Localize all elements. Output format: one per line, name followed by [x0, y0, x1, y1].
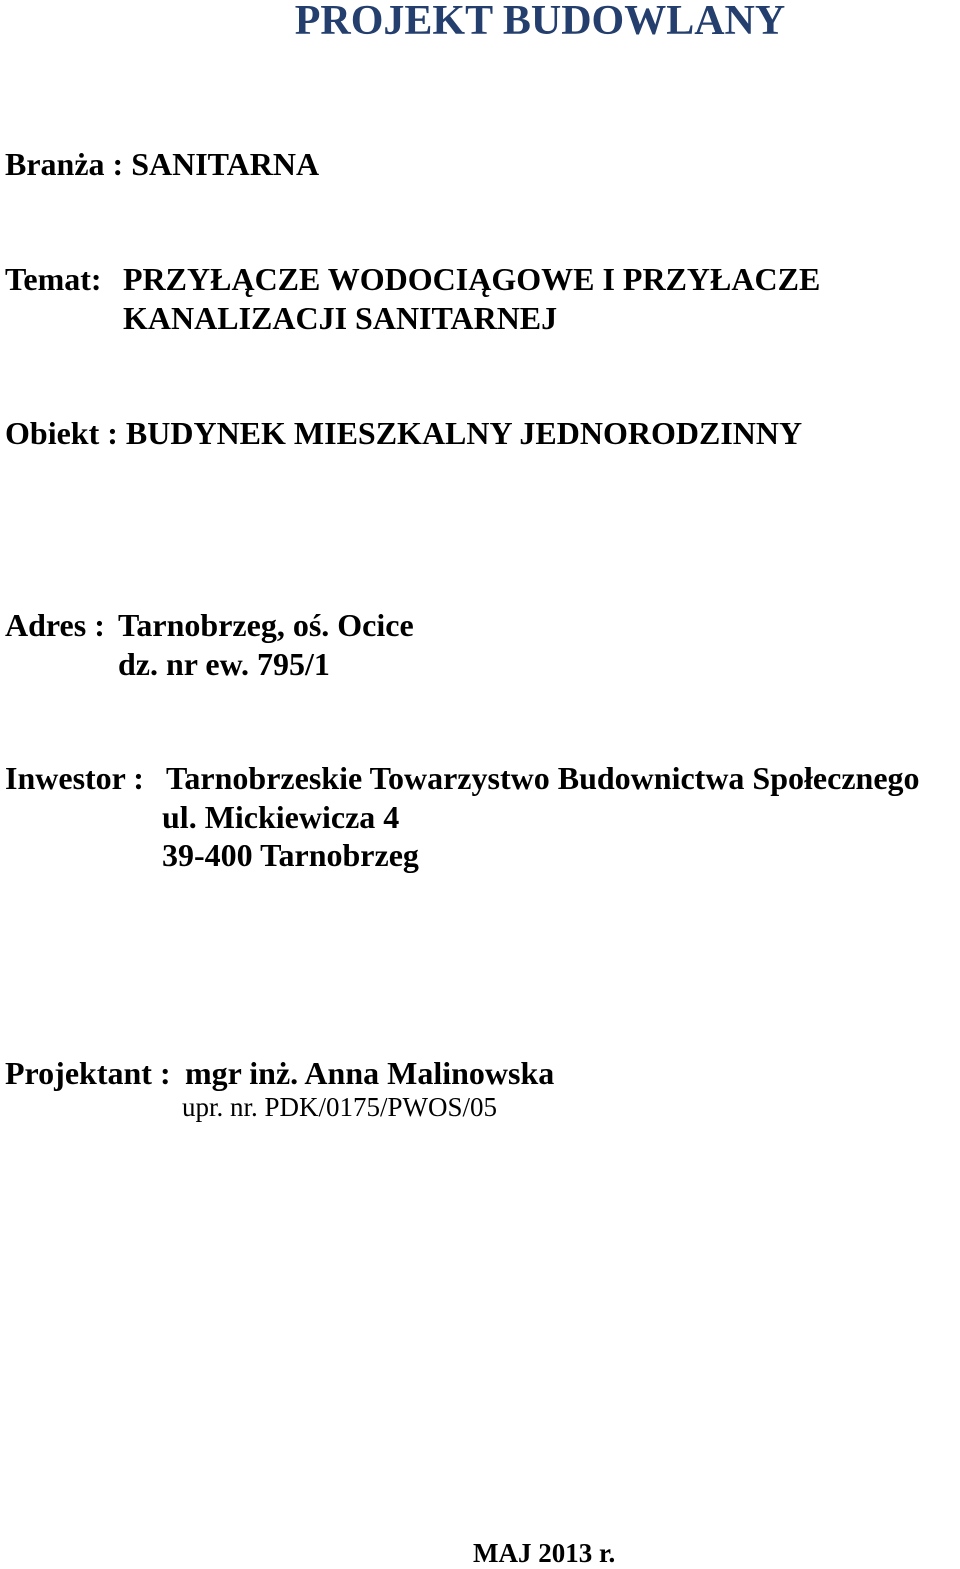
projektant-license: upr. nr. PDK/0175/PWOS/05	[182, 1092, 498, 1122]
inwestor-line-3: 39-400 Tarnobrzeg	[162, 837, 419, 873]
adres-line-2: dz. nr ew. 795/1	[118, 646, 330, 682]
projektant-name: mgr inż. Anna Malinowska	[185, 1055, 555, 1091]
adres-label: Adres :	[5, 607, 105, 643]
obiekt-line: Obiekt : BUDYNEK MIESZKALNY JEDNORODZINNY	[5, 415, 803, 451]
branza-line: Branża : SANITARNA	[5, 146, 320, 182]
temat-line-2: KANALIZACJI SANITARNEJ	[123, 300, 558, 336]
temat-label: Temat:	[5, 261, 102, 297]
inwestor-line-2: ul. Mickiewicza 4	[162, 799, 400, 835]
inwestor-label: Inwestor :	[5, 760, 144, 796]
temat-line-1: PRZYŁĄCZE WODOCIĄGOWE I PRZYŁACZE	[123, 261, 821, 297]
projektant-label: Projektant :	[5, 1055, 171, 1091]
page-title: PROJEKT BUDOWLANY	[294, 0, 786, 44]
inwestor-line-1: Tarnobrzeskie Towarzystwo Budownictwa Społecznego	[166, 760, 920, 796]
document-date: MAJ 2013 r.	[473, 1538, 616, 1568]
adres-line-1: Tarnobrzeg, oś. Ocice	[118, 607, 414, 643]
